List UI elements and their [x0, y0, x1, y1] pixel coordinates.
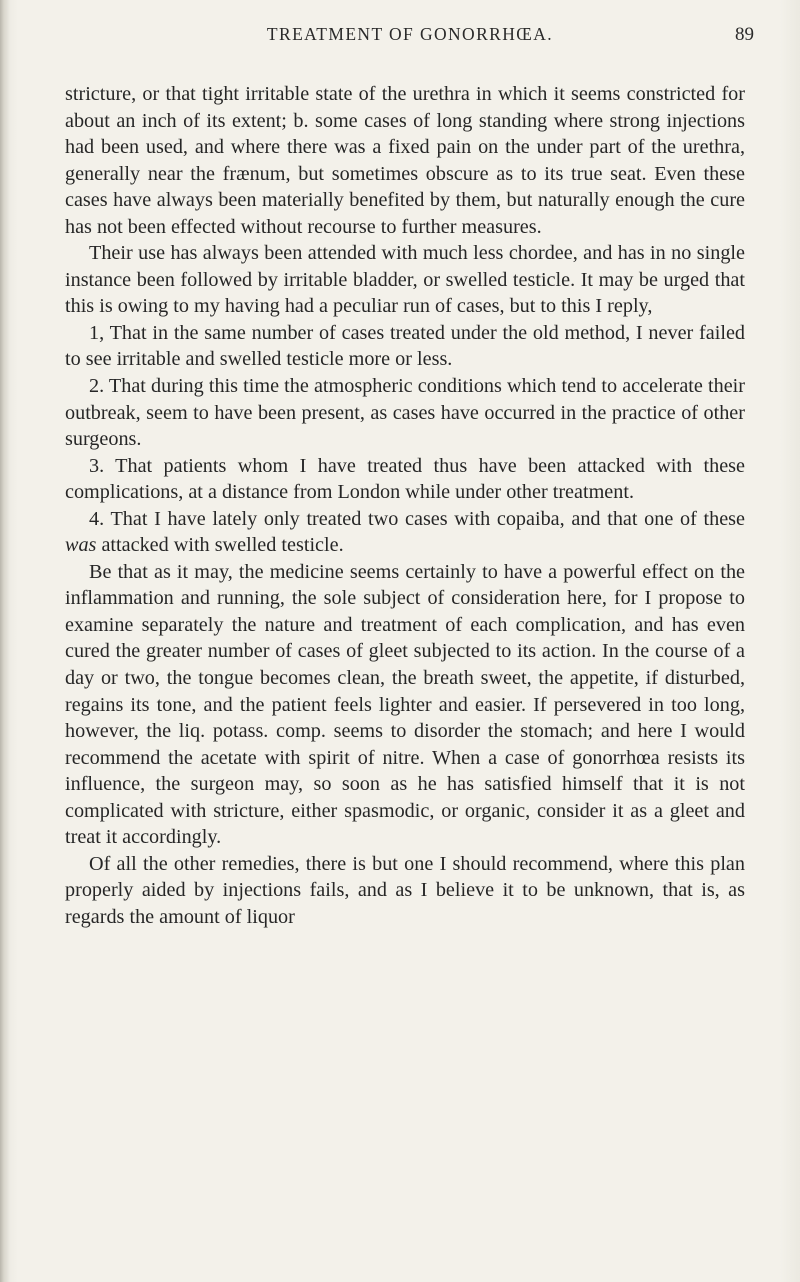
paragraph-8: Of all the other remedies, there is but one I should recommend, where this plan properly aided by injections fails, and as I believe it to be unknown, that is, as regards the amount of liquor: [65, 852, 745, 928]
paragraph-5: 3. That patients whom I have treated thus have been attacked with these complications, at a distance from London while under other treatment.: [65, 454, 745, 504]
paragraph-6: [65, 506, 745, 559]
paragraph-3: 1, That in the same number of cases treated under the old method, I never failed to see irritable and swelled testicle more or less.: [65, 321, 745, 371]
page-header: [60, 24, 760, 52]
running-title: TREATMENT OF GONORRHŒA.: [266, 24, 554, 44]
page-number: 89: [735, 24, 754, 45]
paragraph-6-start: 4. That I have lately only treated two cases with copaiba, and that one of these: [89, 507, 745, 530]
paragraph-6-end: attacked with swelled testicle.: [96, 534, 344, 557]
paragraph-4: 2. That during this time the atmospheric conditions which tend to accelerate their outbreak, seem to have been present, as cases have occurred in the practice of other surgeons.: [65, 375, 745, 451]
paragraph-1: stricture, or that tight irritable state of the urethra in which it seems constricted for about an inch of its extent; b. some cases of long standing where strong injections had been used, and where there was a fixed pain on the under part of the urethra, generally near the frænum, but sometimes obscure as to its true seat. Even these cases have always been materially benefited by them, but naturally enough the cure has not been effected without recourse to further measures.: [65, 83, 745, 238]
body-text: [65, 81, 745, 931]
paragraph-2: Their use has always been attended with much less chordee, and has in no single instance been followed by irritable bladder, or swelled testicle. It may be urged that this is owing to my having had a peculiar run of cases, but to this I reply,: [65, 242, 745, 318]
paragraph-7: Be that as it may, the medicine seems certainly to have a powerful effect on the inflammation and running, the sole subject of consideration here, for I propose to examine separately the nature and treatment of each complication, and has even cured the greater number of cases of gleet subjected to its action. In the course of a day or two, the tongue becomes clean, the breath sweet, the appetite, if disturbed, regains its tone, and the patient feels lighter and easier. If persevered in too long, however, the liq. potass. comp. seems to disorder the stomach; and here I would recommend the acetate with spirit of nitre. When a case of gonorrhœa resists its influence, the surgeon may, so soon as he has satisfied himself that it is not complicated with stricture, either spasmodic, or organic, consider it as a gleet and treat it accordingly.: [65, 560, 745, 849]
paragraph-6-italic: was: [65, 534, 97, 557]
page-binding-edge: [0, 0, 10, 1282]
